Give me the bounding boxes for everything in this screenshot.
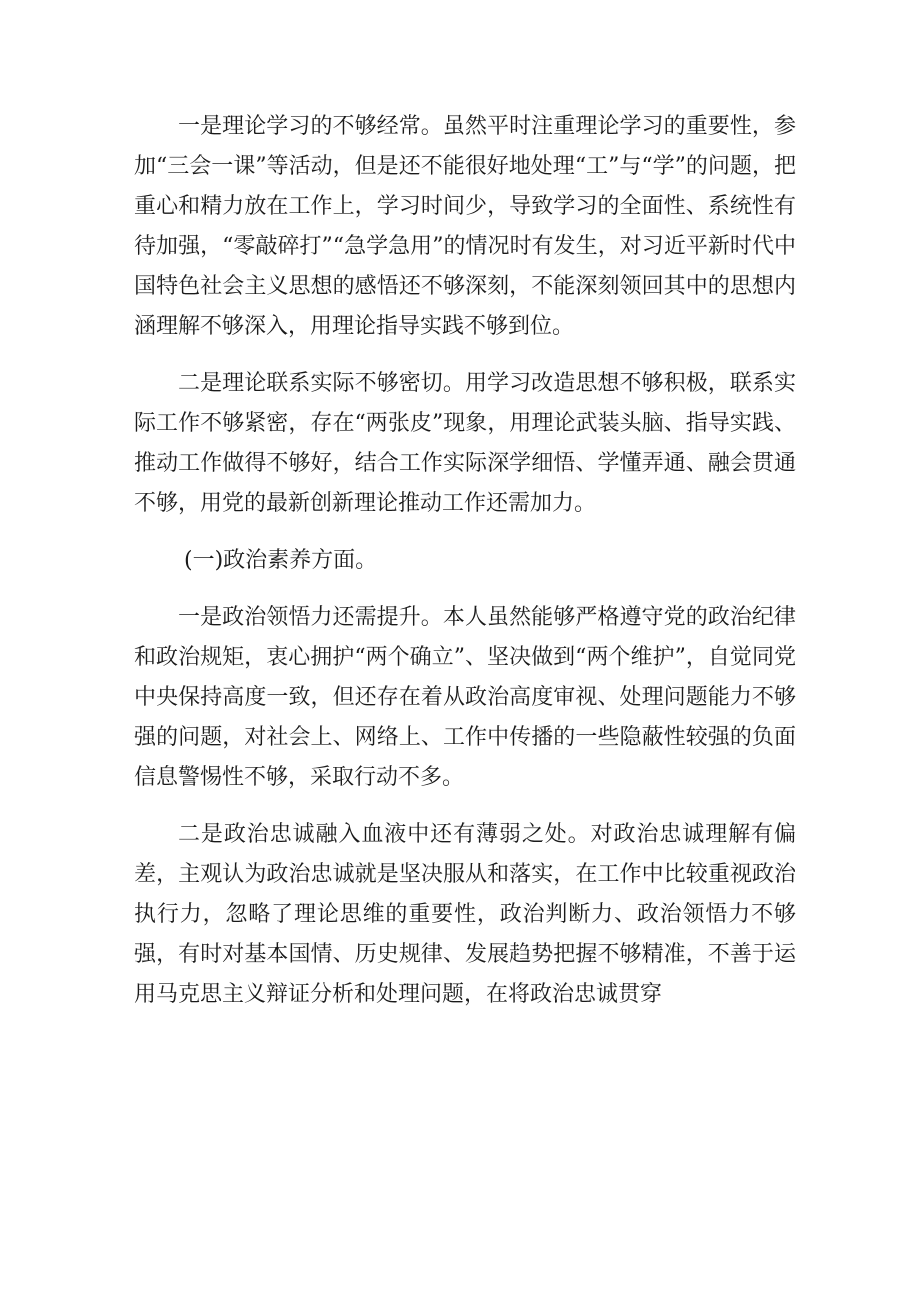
section-heading: (一)政治素养方面。 — [184, 548, 378, 573]
paragraph-theory-practice: 二是理论联系实际不够密切。用学习改造思想不够积极，联系实际工作不够紧密，存在“两张皮”现象，用理论武装头脑、指导实践、推动工作做得不够好，结合工作实际深学细悟、学懂弄通、融会贯通不够，用党的最新创新理论推动工作还需加力。 — [134, 371, 796, 516]
paragraph-political-loyalty: 二是政治忠诚融入血液中还有薄弱之处。对政治忠诚理解有偏差，主观认为政治忠诚就是坚决服从和落实，在工作中比较重视政治执行力，忽略了理论思维的重要性，政治判断力、政治领悟力不够强，有时对基本国情、历史规律、发展趋势把握不够精准，不善于运用马克思主义辩证分析和处理问题，在将政治忠诚贯穿 — [134, 822, 796, 1007]
document-body — [134, 107, 796, 1015]
paragraph-political-comprehension: 一是政治领悟力还需提升。本人虽然能够严格遵守党的政治纪律和政治规矩，衷心拥护“两个确立”、坚决做到“两个维护”，自觉同党中央保持高度一致，但还存在着从政治高度审视、处理问题能力不够强的问题，对社会上、网络上、工作中传播的一些隐蔽性较强的负面信息警惕性不够，采取行动不多。 — [134, 605, 796, 790]
paragraph-theory-study: 一是理论学习的不够经常。虽然平时注重理论学习的重要性，参加“三会一课”等活动，但是还不能很好地处理“工”与“学”的问题，把重心和精力放在工作上，学习时间少，导致学习的全面性、系统性有待加强，“零敲碎打”“急学急用”的情况时有发生，对习近平新时代中国特色社会主义思想的感悟还不够深刻，不能深刻领回其中的思想内涵理解不够深入，用理论指导实践不够到位。 — [134, 114, 796, 339]
